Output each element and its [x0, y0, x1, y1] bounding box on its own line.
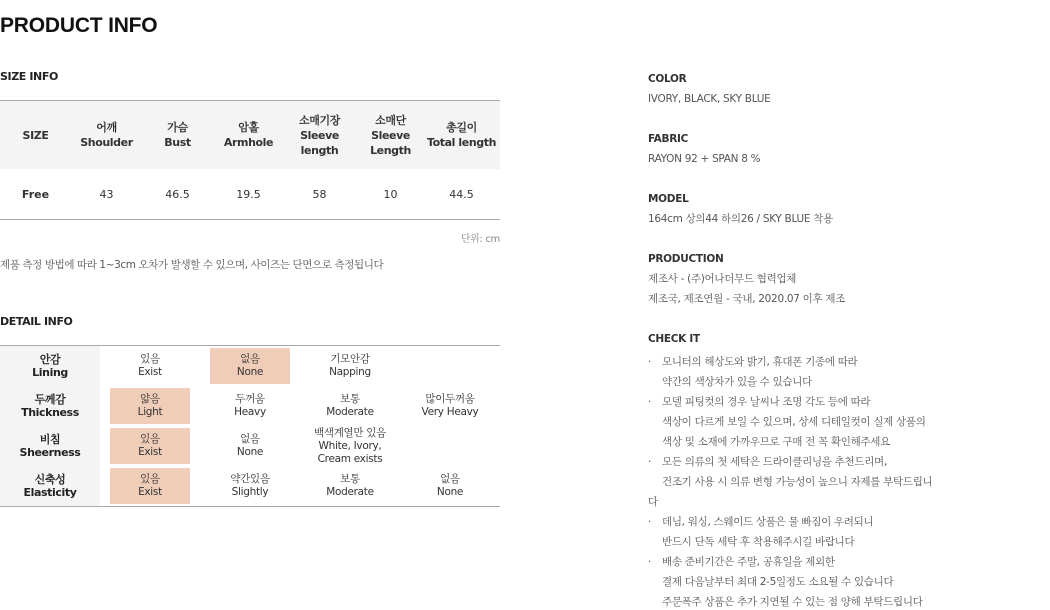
list-item: · 모든 의류의 첫 세탁은 드라이클리닝을 추천드리며, 건조기 사용 시 의류 변형 가능성이 높으니 자제를 부탁드립니 다 — [648, 456, 933, 508]
color-label: COLOR — [648, 73, 687, 85]
detail-label: 안감 Lining — [0, 346, 100, 386]
header-total-length: 총길이 Total length — [426, 121, 497, 149]
production-origin: 제조국, 제조연월 - 국내, 2020.07 이후 제조 — [648, 293, 846, 305]
detail-info-title: DETAIL INFO — [0, 315, 73, 328]
detail-option-selected: 있음 Exist — [100, 466, 200, 506]
size-note: 제품 측정 방법에 따라 1~3cm 오차가 발생할 수 있으며, 사이즈는 단면으로 측정됩니다 — [0, 259, 384, 271]
table-row — [0, 169, 500, 219]
detail-option-selected: 있음 Exist — [100, 426, 200, 466]
model-label: MODEL — [648, 193, 689, 205]
detail-label: 두께감 Thickness — [0, 386, 100, 426]
fabric-label: FABRIC — [648, 133, 688, 145]
model-value: 164cm 상의44 하의26 / SKY BLUE 착용 — [648, 213, 833, 225]
size-table-header — [0, 101, 500, 169]
detail-option: 두꺼움 Heavy — [234, 393, 266, 418]
header-shoulder: 어깨 Shoulder — [80, 121, 133, 149]
detail-row-sheerness — [0, 426, 500, 466]
size-info-title: SIZE INFO — [0, 70, 58, 83]
header-size: SIZE — [22, 128, 49, 142]
detail-option: 있음 Exist — [138, 353, 162, 378]
production-maker: 제조사 - (주)어나더무드 협력업체 — [648, 273, 797, 285]
check-label: CHECK IT — [648, 333, 700, 345]
size-cell: 46.5 — [165, 187, 190, 201]
size-cell: Free — [21, 187, 50, 201]
size-cell: 58 — [312, 187, 327, 201]
detail-option: 없음 None — [436, 473, 464, 498]
product-specs — [648, 72, 1048, 610]
detail-option: 기모안감 Napping — [329, 353, 371, 378]
detail-row-lining — [0, 346, 500, 386]
fabric-value: RAYON 92 + SPAN 8 % — [648, 153, 761, 165]
list-item: · 배송 준비기간은 주말, 공휴일을 제외한 결제 다음날부터 최대 2-5일정도 소요될 수 있습니다 주문폭주 상품은 추가 지연될 수 있는 점 양해 부탁드립니다 — [648, 556, 923, 608]
size-table — [0, 100, 500, 220]
detail-option: 약간있음 Slightly — [230, 473, 270, 498]
list-item: · 모니터의 해상도와 밝기, 휴대폰 기종에 따라 약간의 색상차가 있을 수 있습니다 — [648, 356, 858, 388]
detail-option: 백색계열만 있음 White, Ivory, Cream exists — [314, 426, 386, 465]
detail-label: 신축성 Elasticity — [0, 466, 100, 506]
detail-option: 보통 Moderate — [326, 473, 374, 498]
detail-table — [0, 345, 500, 507]
header-sleeve-end: 소매단 Sleeve Length — [370, 113, 411, 157]
size-cell: 44.5 — [449, 187, 474, 201]
detail-row-thickness — [0, 386, 500, 426]
detail-option: 없음 None — [236, 433, 264, 458]
list-item: · 모델 피팅컷의 경우 날씨나 조명 각도 등에 따라 색상이 다르게 보일 수 있으며, 상세 디테일컷이 실제 상품의 색상 및 소재에 가까우므로 구매 전 꼭 확인해주세요 — [648, 396, 926, 448]
detail-row-elasticity — [0, 466, 500, 506]
size-cell: 19.5 — [236, 187, 261, 201]
detail-option-selected: 없음 None — [200, 346, 300, 386]
detail-option-selected: 얇음 Light — [100, 386, 200, 426]
production-label: PRODUCTION — [648, 253, 724, 265]
list-item: · 데님, 워싱, 스웨이드 상품은 물 빠짐이 우려되니 반드시 단독 세탁 후 착용해주시길 바랍니다 — [648, 516, 874, 548]
size-cell: 43 — [99, 187, 114, 201]
header-bust: 가슴 Bust — [164, 121, 191, 149]
header-sleeve-length: 소매기장 Sleeve length — [299, 113, 340, 157]
detail-option: 많이두꺼움 Very Heavy — [421, 393, 479, 418]
color-value: IVORY, BLACK, SKY BLUE — [648, 93, 771, 105]
check-list — [648, 352, 1048, 610]
size-cell: 10 — [383, 187, 398, 201]
page-title: PRODUCT INFO — [0, 14, 158, 37]
header-armhole: 암홀 Armhole — [223, 121, 274, 149]
size-unit: 단위: cm — [460, 234, 500, 245]
detail-option: 보통 Moderate — [326, 393, 374, 418]
detail-label: 비침 Sheerness — [0, 426, 100, 466]
